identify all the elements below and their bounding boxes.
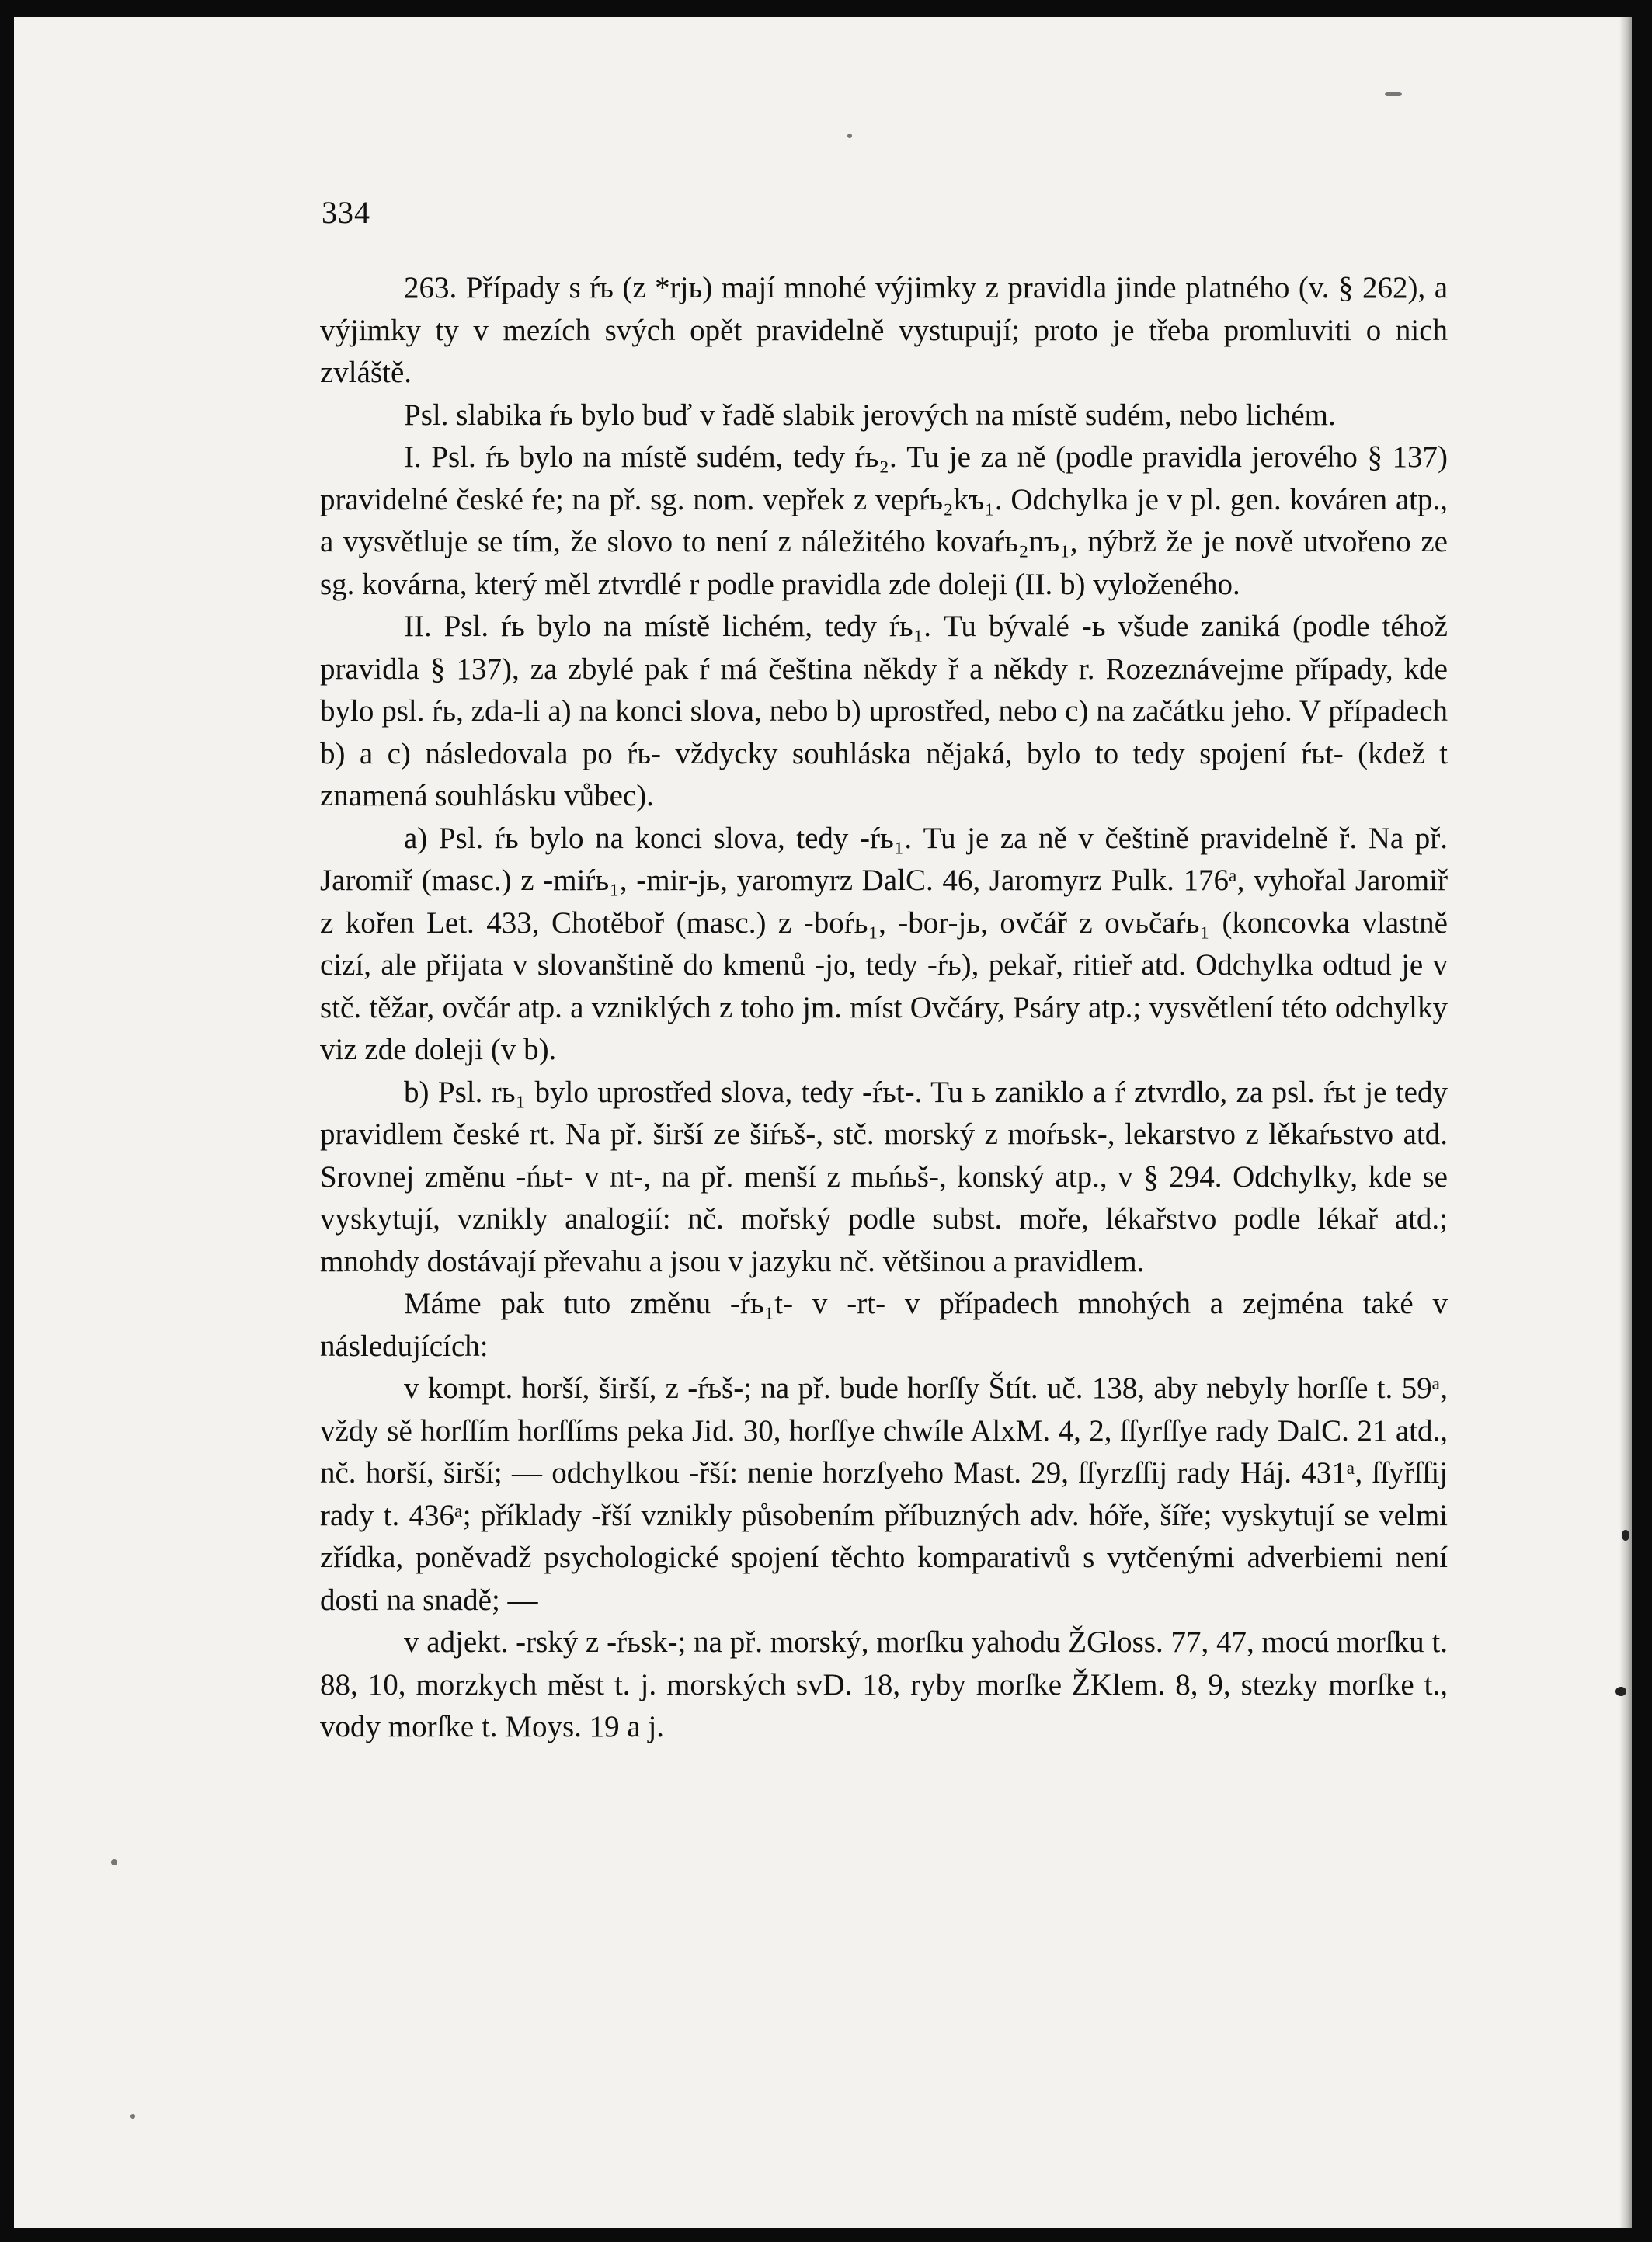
paragraph-adjektiva: v adjekt. -rský z -ŕьsk-; na př. morský, morſku yahodu ŽGloss. 77, 47, mocú morſku t. 88, 10, morzkych měst t. j. morských svD. 18, ryby morſke ŽKlem. 8, 9, stezky morſke t., vody morſke t. Moys. 19 a j. (320, 1625, 1448, 1743)
book-page (14, 17, 1632, 2228)
paragraph-section-a: a) Psl. ŕь bylo na konci slova, tedy -ŕь₁. Tu je za ně v češtině pravidelně ř. Na př. Jaromiř (masc.) z -miŕь₁, -mir-jь, yaromyrz DalC. 46, Jaromyrz Pulk. 176ᵃ, vyhořal Jaromiř z kořen Let. 433, Chotěboř (masc.) z -boŕь₁, -bor-jь, ovčář z ovьčaŕь₁ (koncovka vlastně cizí, ale přijata v slovanštině do kmenů -jo, tedy -ŕь), pekař, ritieř atd. Odchylka odtud je v stč. těžar, ovčár atp. a vzniklých z toho jm. míst Ovčáry, Psáry atp.; vysvětlení této odchylky viz zde doleji (v b). (320, 821, 1448, 1066)
scan-speck (130, 2114, 135, 2119)
paragraph-mame-pak: Máme pak tuto změnu -ŕь₁t- v -rt- v případech mnohých a zejména také v následujících: (320, 1287, 1448, 1363)
paragraph-section-II: II. Psl. ŕь bylo na místě lichém, tedy ŕь₁. Tu bývalé -ь všude zaniká (podle téhož pravidla § 137), za zbylé pak ŕ má čeština někdy ř a někdy r. Rozeznávejme případy, kde bylo psl. ŕь, zda-li a) na konci slova, nebo b) uprostřed, nebo c) na začátku jeho. V případech b) a c) následovala po ŕь- vždycky souhláska nějaká, bylo to tedy spojení ŕьt- (kdež t znamená souhlásku vůbec). (320, 610, 1448, 812)
scan-speck (1385, 92, 1402, 96)
paragraph-263: 263. Případy s ŕь (z *rjь) mají mnohé výjimky z pravidla jinde platného (v. § 262), a výjimky ty v mezích svých opět pravidelně vystupují; proto je třeba promluviti o nich zvláště. (320, 271, 1448, 389)
page-edge-shadow (1619, 17, 1632, 2228)
paragraph-psl-slabika: Psl. slabika ŕь bylo buď v řadě slabik jerových na místě sudém, nebo lichém. (404, 398, 1336, 432)
scan-speck (1615, 1687, 1626, 1696)
scan-speck (1622, 1530, 1629, 1541)
scan-speck (847, 134, 852, 138)
page-number: 334 (322, 195, 370, 230)
scan-speck (111, 1859, 117, 1865)
paragraph-komparativ: v kompt. horší, širší, z -ŕьš-; na př. bude horſſy Štít. uč. 138, aby nebyly horſſe t. 59ᵃ, vždy sě horſſím horſſíms peka Jid. 30, horſſye chwíle AlxM. 4, 2, ſſyrſſye rady DalC. 21 atd., nč. horší, širší; — odchylkou -řší: nenie horzſyeho Mast. 29, ſſyrzſſij rady Háj. 431ᵃ, ſſyřſſij rady t. 436ᵃ; příklady -řší vznikly působením příbuzných adv. hóře, šíře; vyskytují se velmi zřídka, poněvadž psychologické spojení těchto komparativů s vytčenými adverbiemi není dosti na snadě; — (320, 1371, 1448, 1617)
page-body-text (320, 267, 1448, 1749)
paragraph-section-b: b) Psl. rь₁ bylo uprostřed slova, tedy -ŕьt-. Tu ь zaniklo a ŕ ztvrdlo, za psl. ŕьt je tedy pravidlem české rt. Na př. širší ze šiŕьš-, stč. morský z moŕьsk-, lekarstvo z lěkaŕьstvo atd. Srovnej změnu -ńьt- v nt-, na př. menší z mьńьš-, konský atp., v § 294. Odchylky, kde se vyskytují, vznikly analogií: nč. mořský podle subst. moře, lékařstvo podle lékař atd.; mnohdy dostávají převahu a jsou v jazyku nč. většinou a pravidlem. (320, 1075, 1448, 1278)
paragraph-section-I: I. Psl. ŕь bylo na místě sudém, tedy ŕь₂. Tu je za ně (podle pravidla jerového § 137) pravidelné české ŕe; na př. sg. nom. vepřek z vepŕь₂kъ₁. Odchylka je v pl. gen. kováren atp., a vysvětluje se tím, že slovo to není z náležitého kovaŕь₂nъ₁, nýbrž že je nově utvořeno ze sg. kovárna, který měl ztvrdlé r podle pravidla zde doleji (II. b) vyloženého. (320, 440, 1448, 601)
